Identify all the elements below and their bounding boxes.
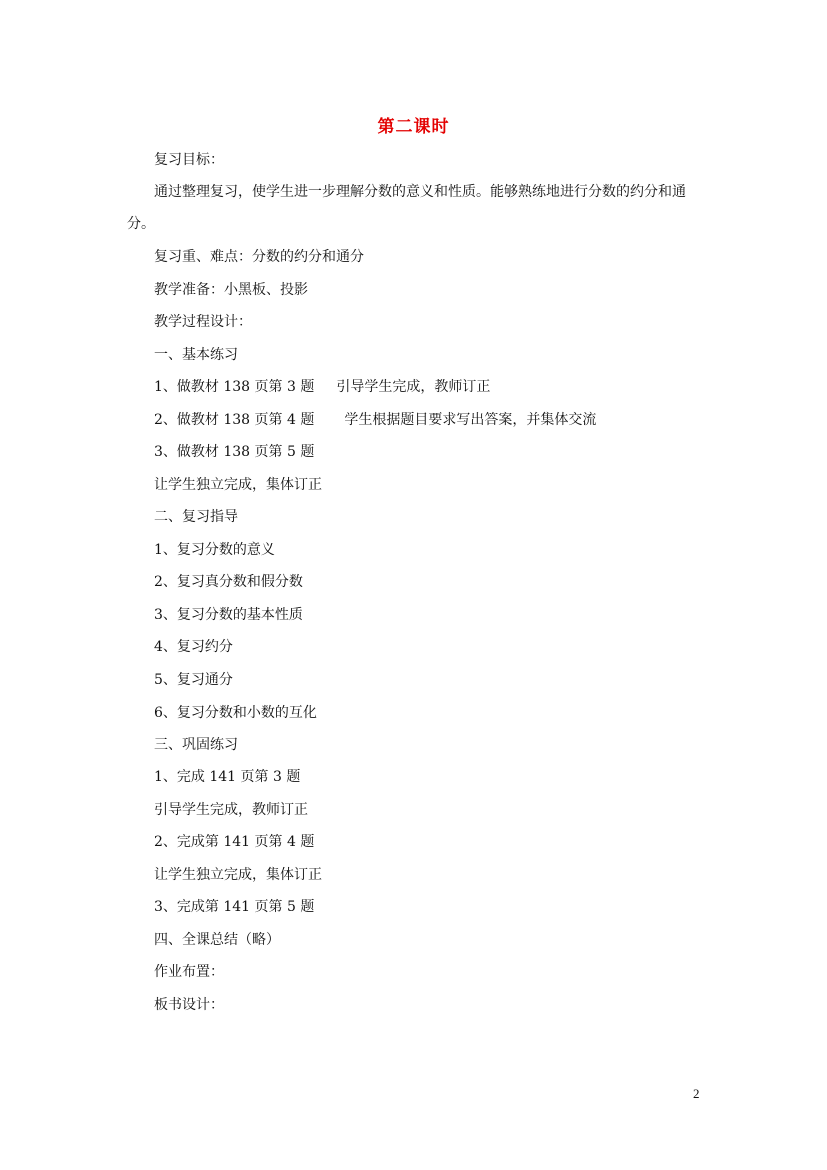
list-item: 2、完成第 141 页第 4 题 xyxy=(154,834,315,850)
list-item: 5、复习通分 xyxy=(154,672,233,688)
section-consolidation: 三、巩固练习 xyxy=(154,737,238,753)
list-item: 4、复习约分 xyxy=(154,639,233,655)
list-item xyxy=(154,378,490,396)
lesson-title: 第二课时 xyxy=(377,117,450,137)
section-summary: 四、全课总结（略） xyxy=(154,932,280,948)
list-item xyxy=(154,411,596,429)
list-item-note: 学生根据题目要求写出答案，并集体交流 xyxy=(344,412,597,428)
list-item: 3、完成第 141 页第 5 题 xyxy=(154,899,315,915)
list-item-note: 让学生独立完成，集体订正 xyxy=(154,867,322,883)
review-goals-text-cont: 分。 xyxy=(127,216,155,232)
list-item-note: 引导学生完成，教师订正 xyxy=(336,379,491,395)
list-item: 1、复习分数的意义 xyxy=(154,542,275,558)
list-item-text: 2、做教材 138 页第 4 题 xyxy=(154,412,315,428)
board-design-heading: 板书设计： xyxy=(154,997,224,1013)
list-item: 1、完成 141 页第 3 题 xyxy=(154,769,301,785)
teaching-prep: 教学准备：小黑板、投影 xyxy=(154,282,308,298)
homework-heading: 作业布置： xyxy=(154,964,224,980)
list-item: 3、做教材 138 页第 5 题 xyxy=(154,444,315,460)
review-goals-text: 通过整理复习，使学生进一步理解分数的意义和性质。能够熟练地进行分数的约分和通 xyxy=(154,184,686,200)
list-item-note: 让学生独立完成，集体订正 xyxy=(154,477,322,493)
list-item: 2、复习真分数和假分数 xyxy=(154,574,303,590)
page-number: 2 xyxy=(693,1086,700,1101)
process-heading: 教学过程设计： xyxy=(154,314,252,330)
section-review-guidance: 二、复习指导 xyxy=(154,509,238,525)
section-basic-practice: 一、基本练习 xyxy=(154,347,238,363)
list-item: 6、复习分数和小数的互化 xyxy=(154,705,317,721)
list-item-note: 引导学生完成，教师订正 xyxy=(154,802,308,818)
list-item-text: 1、做教材 138 页第 3 题 xyxy=(154,379,315,395)
key-points: 复习重、难点：分数的约分和通分 xyxy=(154,249,364,265)
review-goals-heading: 复习目标： xyxy=(154,152,224,168)
list-item: 3、复习分数的基本性质 xyxy=(154,607,303,623)
